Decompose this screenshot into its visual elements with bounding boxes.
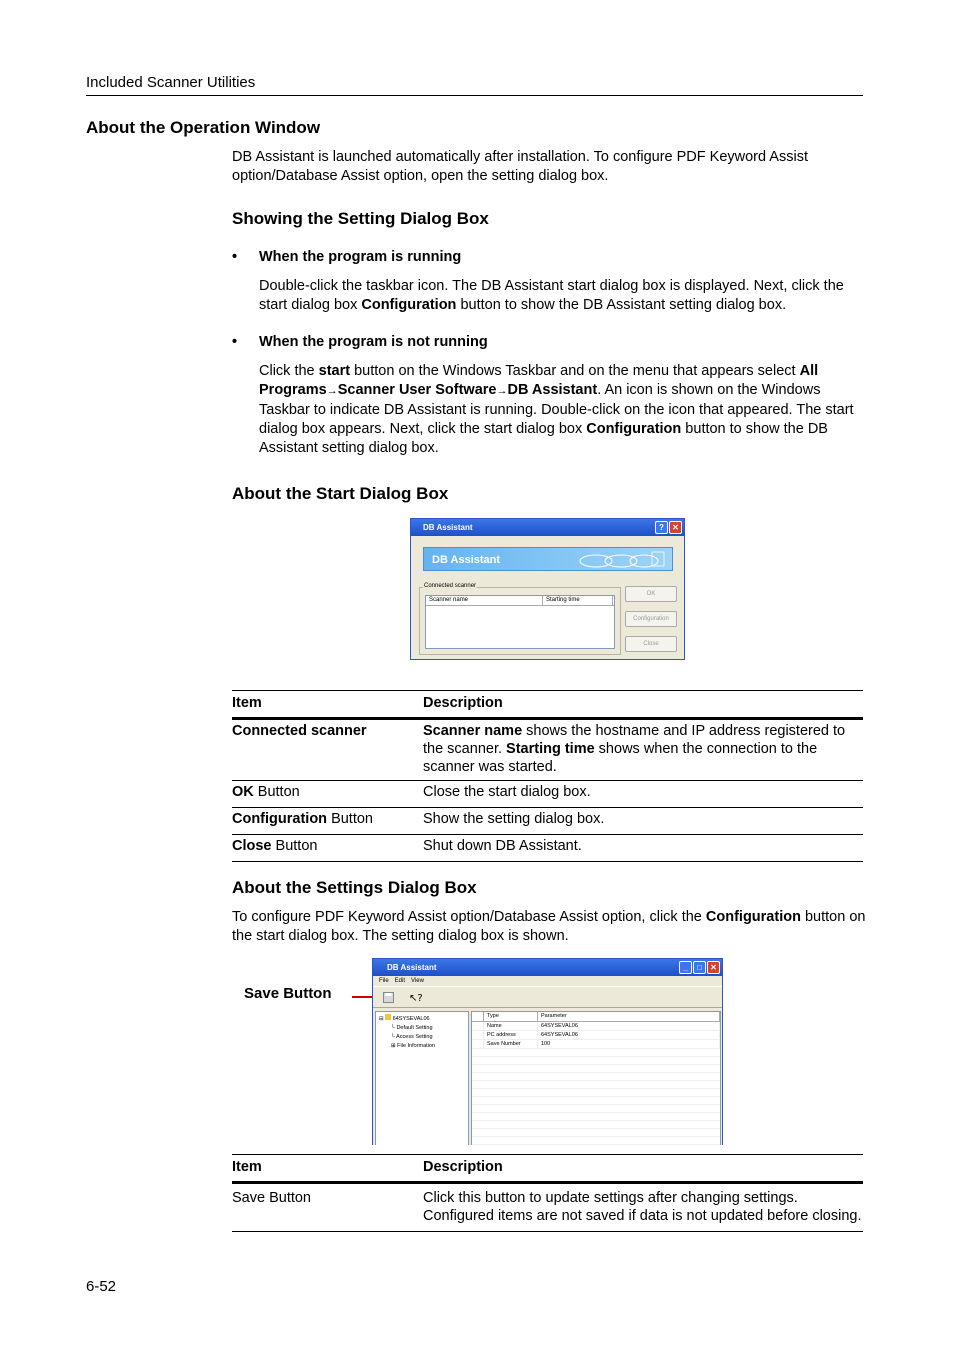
- running-header: Included Scanner Utilities: [86, 74, 256, 91]
- description-cell: Close the start dialog box.: [423, 784, 591, 800]
- start-dialog-table: [232, 690, 863, 862]
- line: [259, 381, 854, 401]
- header-rule: [86, 95, 863, 96]
- line: [423, 740, 863, 758]
- line: Click this button to update settings after changing settings.: [423, 1190, 798, 1206]
- description-cell: Shut down DB Assistant.: [423, 838, 582, 854]
- param-cell[interactable]: 64SYSEVAL06: [538, 1031, 720, 1039]
- list-header: [426, 596, 614, 606]
- row-spacer: [472, 1031, 484, 1039]
- heading-showing-setting: Showing the Setting Dialog Box: [232, 209, 489, 228]
- bullet-running-line1: Double-click the taskbar icon. The DB Assistant start dialog box is displayed. Next, click the: [259, 278, 844, 294]
- item-name: Connected scanner: [232, 723, 367, 739]
- save-button-callout: Save Button: [244, 985, 332, 1002]
- bullet-running-body: [259, 277, 844, 315]
- db-assistant-term: DB Assistant: [507, 382, 598, 398]
- text: shows the hostname and IP address registered to: [522, 723, 846, 739]
- dialog-titlebar: [373, 959, 722, 976]
- col-parameter[interactable]: Parameter: [538, 1012, 720, 1021]
- col-description: Description: [423, 1159, 503, 1175]
- tree-item[interactable]: └ Default Setting: [391, 1025, 433, 1031]
- text: shows when the connection to the: [594, 741, 818, 757]
- term: Scanner name: [423, 723, 523, 739]
- type-cell: Save Number: [484, 1040, 538, 1048]
- table-row: [232, 719, 863, 781]
- bullet-marker: •: [232, 334, 238, 350]
- col-description: Description: [423, 695, 503, 711]
- text: button on: [800, 909, 866, 925]
- start-dialog-screenshot: [410, 518, 685, 660]
- operation-intro-line1: DB Assistant is launched automatically after installation. To configure PDF Keyword Assist: [232, 149, 808, 165]
- bullet-not-running-title: When the program is not running: [259, 334, 488, 350]
- table-row: [232, 808, 863, 835]
- bullet-running-title: When the program is running: [259, 249, 462, 265]
- dialog-title: DB Assistant: [387, 963, 437, 972]
- minimize-icon[interactable]: _: [679, 961, 692, 974]
- text: the scanner.: [423, 741, 507, 757]
- scanner-user-software-term: Scanner User Software: [337, 382, 497, 398]
- save-icon[interactable]: [383, 992, 394, 1003]
- text: button on the Windows Taskbar and on the menu that appears select: [350, 363, 800, 379]
- close-icon[interactable]: ✕: [707, 961, 720, 974]
- table-row: [232, 781, 863, 808]
- table-row: [232, 1183, 863, 1232]
- bullet-marker: •: [232, 249, 238, 265]
- operation-intro-line2: option/Database Assist option, open the setting dialog box.: [232, 168, 609, 184]
- start-term: start: [318, 363, 351, 379]
- item-cell: Save Button: [232, 1190, 311, 1206]
- page-number: 6-52: [86, 1278, 117, 1295]
- item-cell: [232, 719, 423, 781]
- col-item: Item: [232, 695, 262, 711]
- banner-title: DB Assistant: [432, 554, 501, 566]
- tree-root-label: 64SYSEVAL06: [392, 1016, 430, 1022]
- operation-intro: [232, 148, 808, 186]
- col-starting-time[interactable]: Starting time: [543, 596, 613, 605]
- tree-root[interactable]: ⊟ 64SYSEVAL06: [379, 1016, 430, 1022]
- group-label: Connected scanner: [424, 583, 477, 589]
- grid-row[interactable]: [472, 1031, 720, 1040]
- heading-start-dialog: About the Start Dialog Box: [232, 484, 449, 503]
- tree-item[interactable]: ⊞ File Information: [391, 1043, 436, 1049]
- row-header-spacer: [472, 1012, 484, 1021]
- grid-row[interactable]: [472, 1022, 720, 1031]
- line: Assistant setting dialog box.: [259, 440, 439, 456]
- ok-button[interactable]: OK: [625, 586, 677, 602]
- close-button[interactable]: Close: [625, 636, 677, 652]
- bullet-running-line2: [259, 296, 844, 315]
- line: Taskbar to indicate DB Assistant is running. Double-click on the icon that appeared. The start: [259, 402, 854, 418]
- scanner-icon: [385, 1014, 391, 1020]
- text: button to show the DB: [681, 421, 828, 437]
- item-suffix: Button: [253, 784, 300, 800]
- description-cell: [423, 719, 863, 781]
- line: [423, 722, 863, 740]
- type-cell: Name: [484, 1022, 538, 1030]
- bullet-not-running-body: [259, 362, 854, 458]
- close-icon[interactable]: ✕: [669, 521, 682, 534]
- row-spacer: [472, 1040, 484, 1048]
- param-cell[interactable]: 64SYSEVAL06: [538, 1022, 720, 1030]
- line: [259, 362, 854, 381]
- text: To configure PDF Keyword Assist option/Database Assist option, click the: [232, 909, 706, 925]
- line: the start dialog box. The setting dialog box is shown.: [232, 928, 569, 944]
- description-cell: [423, 1183, 863, 1232]
- item-cell: [232, 835, 423, 862]
- row-spacer: [472, 1022, 484, 1030]
- menu-edit[interactable]: Edit: [394, 978, 406, 984]
- text: dialog box appears. Next, click the start dialog box: [259, 421, 587, 437]
- item-cell: [232, 781, 423, 808]
- grid-row[interactable]: [472, 1040, 720, 1049]
- tree-item-label: File Information: [397, 1043, 436, 1049]
- heading-settings-dialog: About the Settings Dialog Box: [232, 878, 477, 897]
- arrow-glyph: →: [496, 385, 508, 397]
- svg-text:↖?: ↖?: [409, 993, 423, 1003]
- table-header-row: [232, 691, 863, 719]
- menubar: [373, 976, 722, 986]
- help-pointer-icon[interactable]: [409, 991, 423, 1003]
- scanner-list[interactable]: [425, 595, 615, 649]
- programs-term: Programs: [259, 382, 327, 398]
- grid-empty-lines: [472, 1049, 720, 1145]
- grid-header: [472, 1012, 720, 1022]
- configuration-button[interactable]: Configuration: [625, 611, 677, 627]
- tree-item[interactable]: └ Access Setting: [391, 1034, 433, 1040]
- dialog-title: DB Assistant: [423, 523, 473, 532]
- configuration-term: Configuration: [705, 909, 801, 925]
- tree-item-label: Access Setting: [396, 1034, 433, 1040]
- item-name: OK: [232, 784, 254, 800]
- menu-file[interactable]: File: [379, 978, 389, 984]
- parameter-grid[interactable]: [471, 1011, 721, 1145]
- item-suffix: Button: [327, 811, 373, 827]
- dialog-banner: [423, 547, 673, 571]
- tree-content: [379, 1014, 471, 1051]
- text: start dialog box: [259, 297, 362, 313]
- line: Configured items are not saved if data is not updated before closing.: [423, 1208, 862, 1224]
- description-cell: Show the setting dialog box.: [423, 811, 605, 827]
- item-name: Configuration: [232, 811, 328, 827]
- param-cell[interactable]: 100: [538, 1040, 720, 1048]
- settings-intro: [232, 908, 865, 946]
- line: [232, 908, 865, 927]
- tree-item-label: Default Setting: [396, 1025, 433, 1031]
- item-cell: [232, 808, 423, 835]
- configuration-term: Configuration: [361, 297, 457, 313]
- toolbar: [373, 986, 722, 1008]
- text: button to show the DB Assistant setting dialog box.: [456, 297, 787, 313]
- col-type[interactable]: Type: [484, 1012, 538, 1021]
- banner-decoration-icon: [576, 551, 666, 569]
- line: [259, 420, 854, 439]
- text: . An icon is shown on the Windows: [597, 382, 821, 398]
- dialog-titlebar: [411, 519, 684, 536]
- type-cell: PC address: [484, 1031, 538, 1039]
- table-row: [232, 835, 863, 862]
- term: Starting time: [506, 741, 595, 757]
- item-suffix: Button: [271, 838, 318, 854]
- settings-dialog-screenshot: [372, 958, 723, 1145]
- text: Click the: [259, 363, 319, 379]
- col-item: Item: [232, 1159, 262, 1175]
- settings-dialog-table: [232, 1154, 863, 1232]
- table-header-row: [232, 1155, 863, 1183]
- maximize-icon[interactable]: □: [693, 961, 706, 974]
- col-scanner-name[interactable]: Scanner name: [426, 596, 543, 605]
- arrow-glyph: →: [326, 385, 338, 397]
- heading-operation-window: About the Operation Window: [86, 118, 321, 137]
- help-icon[interactable]: ?: [655, 521, 668, 534]
- settings-tree[interactable]: [375, 1011, 469, 1145]
- item-name: Close: [232, 838, 272, 854]
- line: scanner was started.: [423, 759, 557, 775]
- configuration-term: Configuration: [586, 421, 682, 437]
- menu-view[interactable]: View: [411, 978, 424, 984]
- all-term: All: [799, 363, 819, 379]
